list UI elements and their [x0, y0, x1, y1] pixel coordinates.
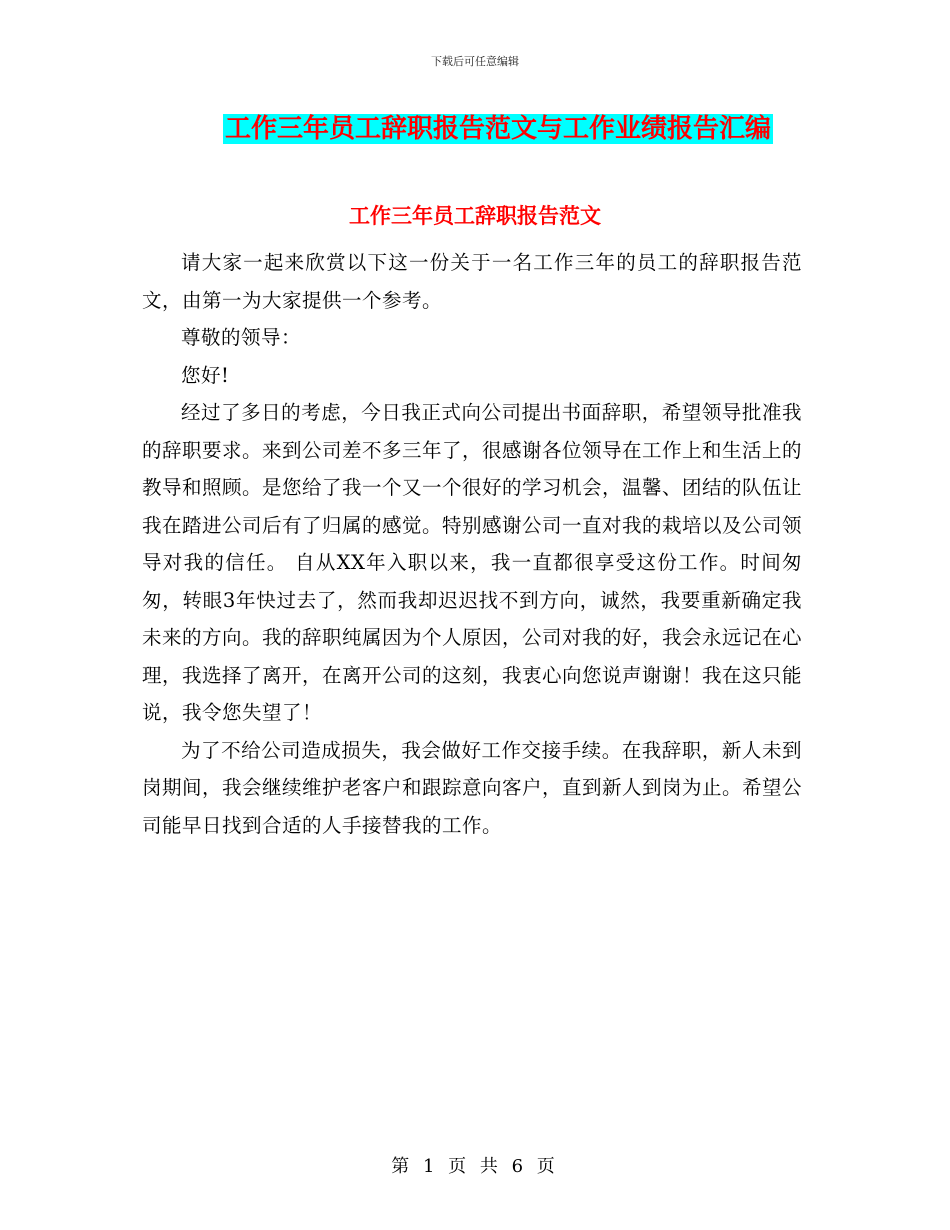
document-main-title: 工作三年员工辞职报告范文与工作业绩报告汇编: [224, 114, 771, 144]
paragraph-main: 经过了多日的考虑，今日我正式向公司提出书面辞职，希望领导批准我的辞职要求。来到公司差不多三年了，很感谢各位领导在工作上和生活上的教导和照顾。是您给了我一个又一个很好的学习机会，温馨、团结的队伍让我在踏进公司后有了归属的感觉。特别感谢公司一直对我的栽培以及公司领导对我的信任。 自从XX年入职以来，我一直都很享受这份工作。时间匆匆，转眼3年快过去了，然而我却迟迟找不到方向，诚然，我要重新确定我未来的方向。我的辞职纯属因为个人原因，公司对我的好，我会永远记在心理，我选择了离开，在离开公司的这刻，我衷心向您说声谢谢！我在这只能说，我令您失望了！: [142, 401, 803, 724]
paragraph-greeting: 您好!: [181, 363, 230, 387]
page-footer-indicator: 第 1 页 共 6 页: [391, 1156, 559, 1177]
paragraph-handover: 为了不给公司造成损失，我会做好工作交接手续。在我辞职，新人未到岗期间，我会继续维护老客户和跟踪意向客户，直到新人到岗为止。希望公司能早日找到合适的人手接替我的工作。: [142, 738, 803, 837]
main-title-container: [0, 114, 950, 144]
page-header-note: 下载后可任意编辑: [431, 55, 519, 68]
paragraph-salutation: 尊敬的领导：: [181, 326, 302, 349]
paragraph-intro: 请大家一起来欣赏以下这一份关于一名工作三年的员工的辞职报告范文，由第一为大家提供一个参考。: [142, 251, 802, 312]
document-body: [142, 244, 802, 844]
section-title: 工作三年员工辞职报告范文: [349, 203, 601, 228]
